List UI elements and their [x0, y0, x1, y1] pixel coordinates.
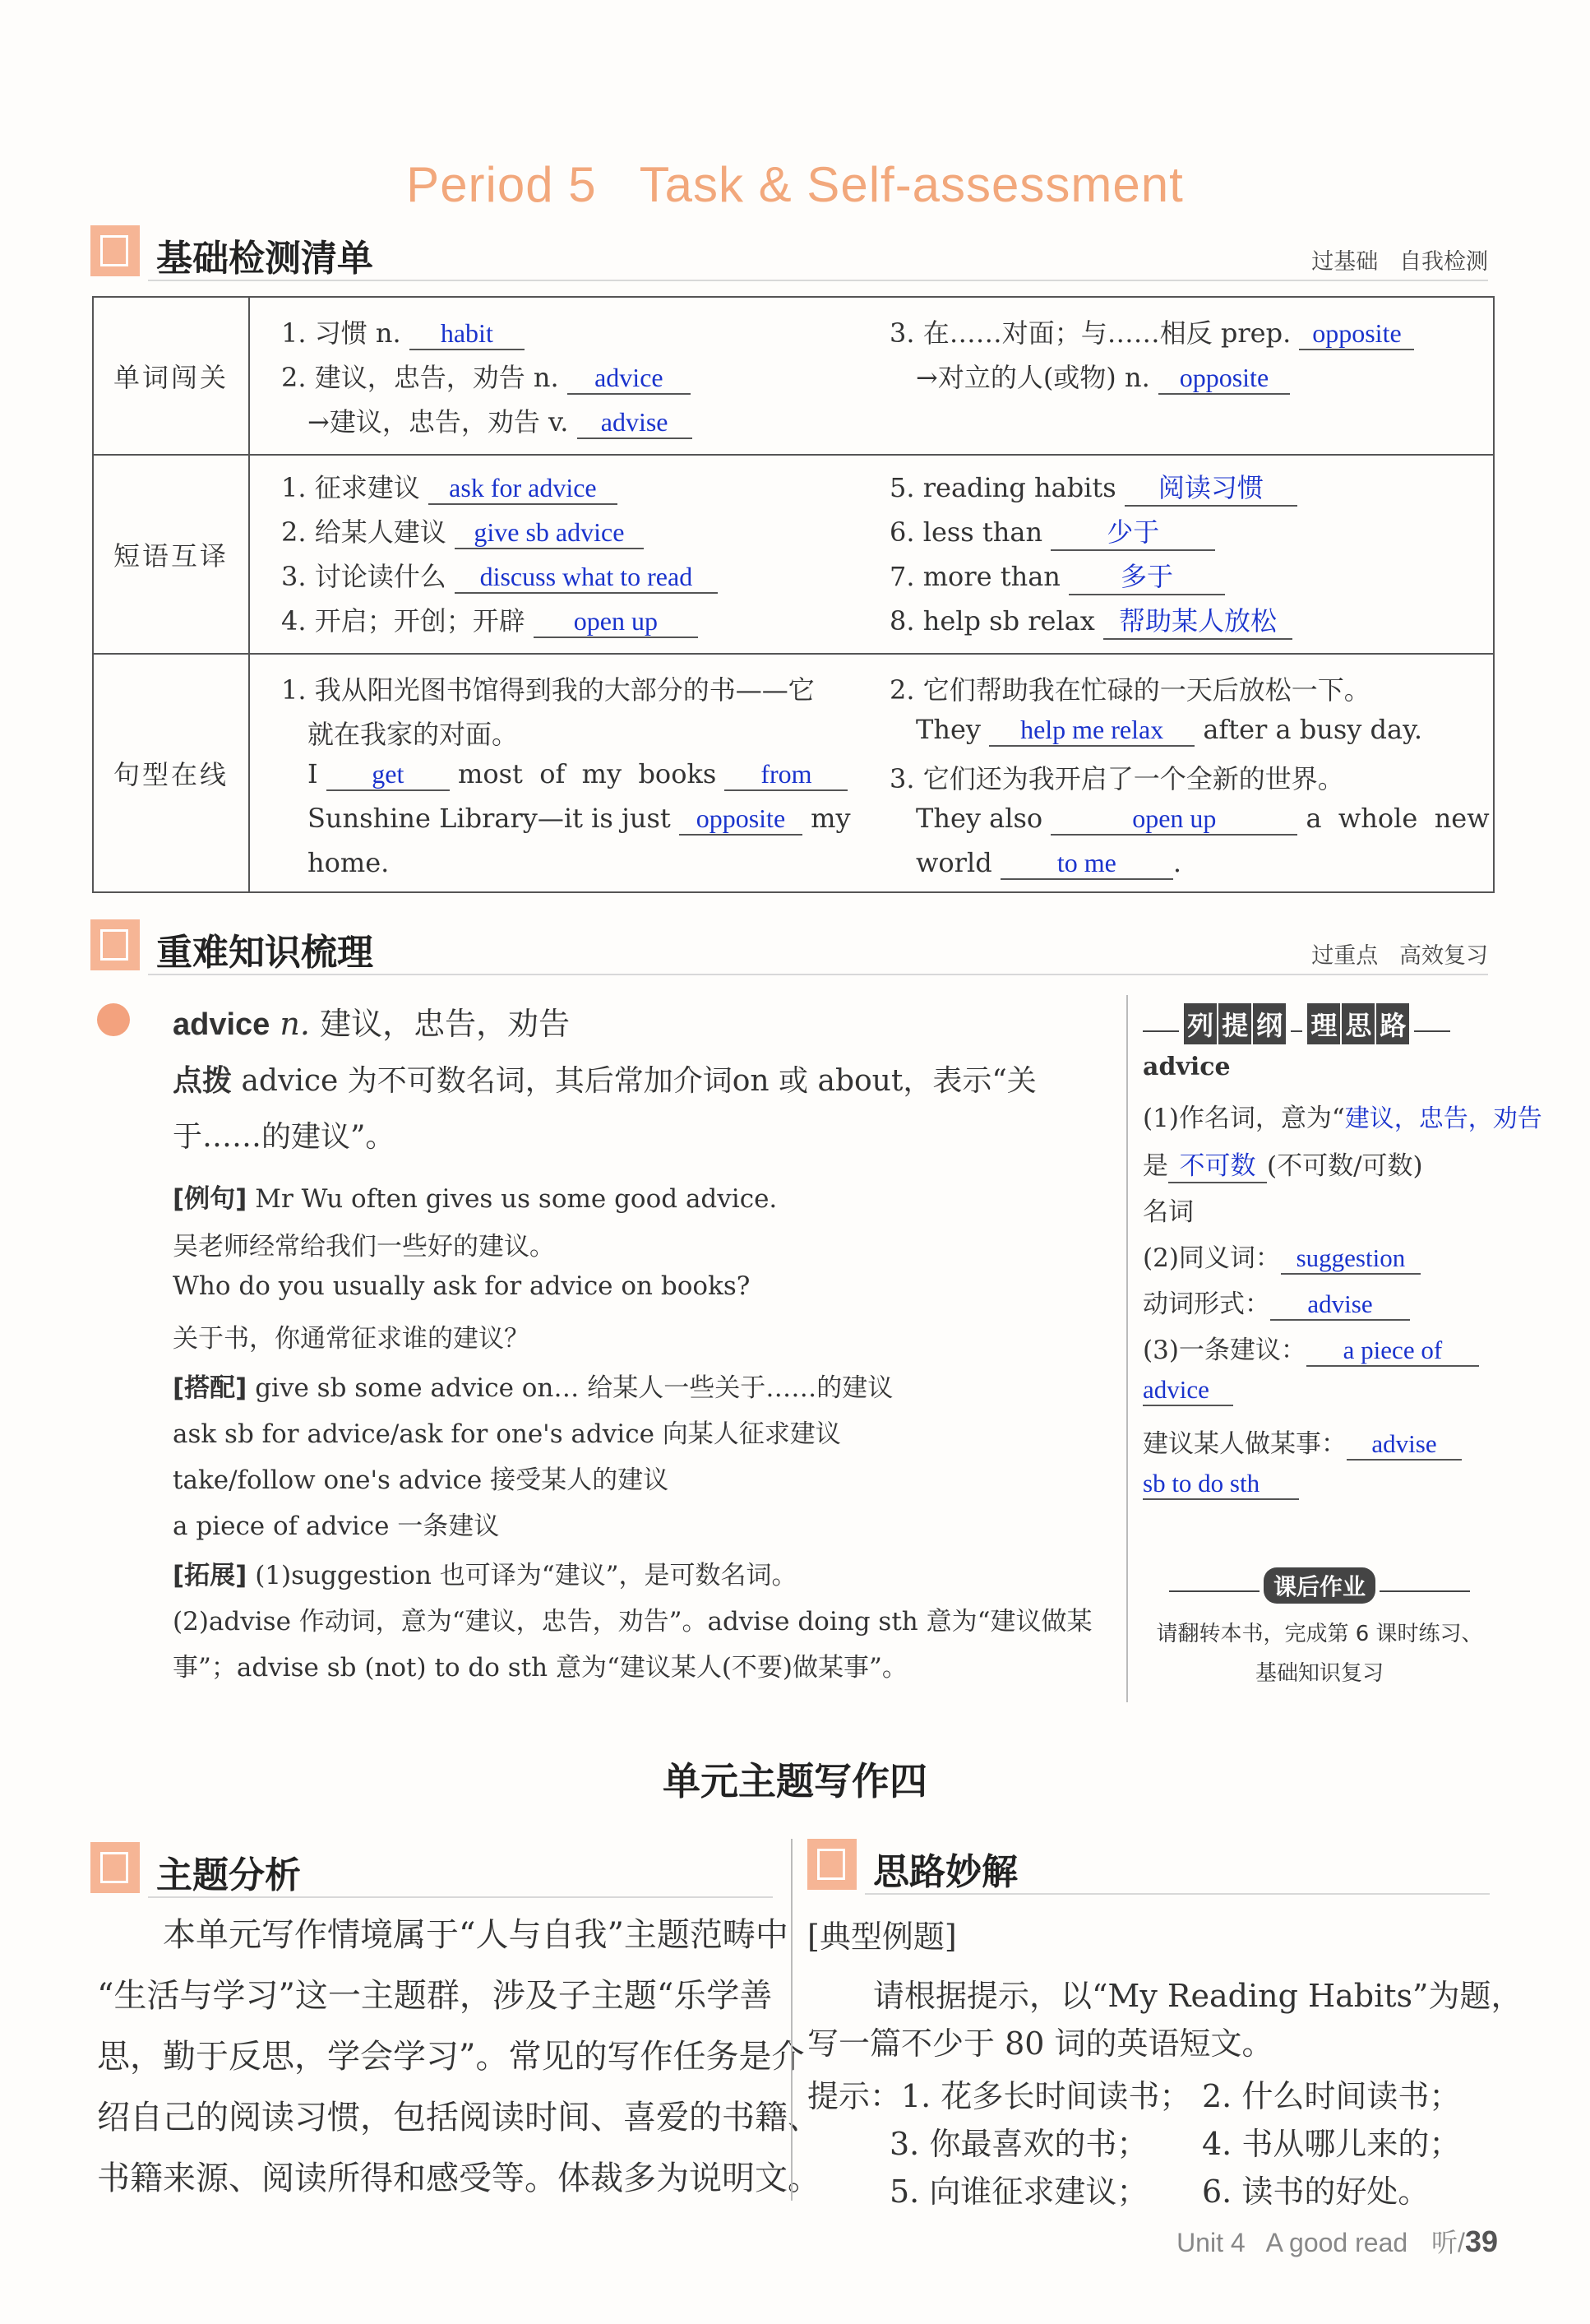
example-text: 吴老师经常给我们一些好的建议。: [173, 1232, 555, 1262]
section-icon: [807, 1839, 857, 1890]
answer: discuss what to read: [455, 562, 718, 594]
item-text: 2. 给某人建议: [281, 516, 446, 548]
answer: opposite: [679, 803, 802, 836]
answer: to me: [1001, 848, 1173, 880]
item-text: 5. reading habits: [890, 472, 1116, 503]
task-line: 请根据提示，以“My Reading Habits”为题，: [873, 1978, 1523, 2014]
knowledge-point: [90, 995, 1118, 1711]
outline-head: [1143, 1003, 1496, 1044]
tip-text: advice 为不可数名词，其后常加介词on 或 about，表示“关: [241, 1064, 1037, 1098]
answer: a piece of: [1306, 1336, 1479, 1367]
section-title: 主题分析: [156, 1854, 301, 1896]
outline-head-char: 理: [1307, 1003, 1340, 1044]
section-icon: [90, 1842, 140, 1893]
example-text: 关于书，你通常征求谁的建议？: [173, 1324, 529, 1354]
outline-head-char: 列: [1184, 1003, 1217, 1044]
answer: 建议，忠告，劝告: [1344, 1104, 1542, 1133]
row-sentence-patterns: [249, 654, 1494, 892]
answer: 多于: [1069, 556, 1225, 595]
section-title: 思路妙解: [873, 1851, 1018, 1893]
example-label: [例句]: [173, 1184, 247, 1214]
answer: advise: [1270, 1289, 1410, 1321]
paragraph-line: 本单元写作情境属于“人与自我”主题范畴中: [163, 1916, 788, 1954]
part-of-speech: n.: [280, 1006, 310, 1042]
answer: help me relax: [989, 715, 1195, 747]
item-text: →建议，忠告，劝告 v.: [307, 406, 569, 437]
answer: 阅读习惯: [1125, 467, 1297, 507]
collocation-label: [搭配]: [173, 1373, 247, 1403]
hint-item: 6. 读书的好处。: [1202, 2174, 1430, 2210]
row-word-challenge: [249, 297, 1494, 455]
item-text: 3. 它们还为我开启了一个全新的世界。: [890, 763, 1344, 794]
answer: give sb advice: [455, 517, 644, 549]
item-text: 3. 在……对面；与……相反 prep.: [890, 317, 1292, 349]
divider: [1414, 1030, 1450, 1032]
hint-item: 5. 向谁征求建议；: [890, 2174, 1149, 2210]
hint-item: 4. 书从哪儿来的；: [1202, 2126, 1461, 2162]
outline-text: 建议某人做某事：: [1143, 1429, 1347, 1459]
tip-text: 于……的建议”。: [173, 1120, 395, 1154]
bullet-dot: [97, 1003, 130, 1036]
footer-unit: Unit 4 A good read: [1176, 2228, 1408, 2257]
section-header-ideas: [807, 1834, 1490, 1901]
answer: habit: [409, 318, 525, 350]
extension-label: [拓展]: [173, 1561, 247, 1590]
answer: suggestion: [1281, 1243, 1421, 1275]
item-text: 7. more than: [890, 561, 1061, 592]
item-text: 1. 习惯 n.: [281, 317, 401, 349]
answer: from: [724, 759, 848, 791]
paragraph-line: 思，勤于反思，学会学习”。常见的写作任务是介: [97, 2038, 805, 2076]
hint-item: 2. 什么时间读书；: [1202, 2078, 1461, 2114]
answer: 少于: [1051, 512, 1215, 551]
keyword-meaning: 建议，忠告，劝告: [320, 1006, 571, 1042]
page-title: Period 5 Task & Self-assessment: [406, 157, 1184, 212]
item-text: most of my books: [457, 758, 717, 789]
outline-text: 动词形式：: [1143, 1289, 1270, 1319]
collocation-text: ask sb for advice/ask for one's advice 向某人征求建议: [173, 1419, 841, 1449]
answer: 帮助某人放松: [1103, 600, 1292, 640]
answer: get: [326, 759, 450, 791]
outline-box: [1143, 1003, 1542, 1711]
item-text: my: [811, 803, 851, 834]
basic-check-table: [92, 296, 1495, 893]
divider: [1143, 1030, 1179, 1032]
divider: [148, 280, 1488, 281]
footer-section: 听/: [1431, 2228, 1465, 2257]
answer: open up: [1051, 803, 1297, 836]
collocation-text: give sb some advice on… 给某人一些关于……的建议: [255, 1373, 894, 1403]
answer: sb to do sth: [1143, 1469, 1299, 1500]
item-text: Sunshine Library—it is just: [307, 803, 671, 834]
outline-head-char: 思: [1342, 1003, 1375, 1044]
collocation-text: take/follow one's advice 接受某人的建议: [173, 1465, 669, 1495]
item-text: home.: [307, 847, 390, 878]
theme-analysis-text: [97, 1905, 820, 2209]
paragraph-line: “生活与学习”这一主题群，涉及子主题“乐学善: [97, 1977, 773, 2015]
item-text: 2. 建议，忠告，劝告 n.: [281, 362, 559, 393]
section-title: 重难知识梳理: [156, 932, 373, 974]
item-text: →对立的人(或物) n.: [916, 362, 1150, 393]
divider: [148, 974, 1488, 975]
divider: [1169, 1590, 1260, 1592]
answer: 不可数: [1168, 1145, 1267, 1183]
item-text: 1. 征求建议: [281, 472, 420, 503]
task-text: [807, 1972, 1522, 2067]
item-text: 1. 我从阳光图书馆得到我的大部分的书——它: [281, 674, 815, 706]
row-label: 句型在线: [93, 654, 249, 892]
outline-text: (3)一条建议：: [1143, 1336, 1306, 1365]
keyword: advice: [173, 1007, 270, 1042]
outline-text: 名词: [1143, 1197, 1194, 1227]
section-subtitle: 过基础 自我检测: [1311, 249, 1488, 275]
divider: [1380, 1590, 1470, 1592]
column-divider: [1126, 995, 1128, 1702]
extension-text: (2)advise 作动词，意为“建议，忠告，劝告”。advise doing sth 意为“建议做某: [173, 1607, 1093, 1637]
answer: advice: [567, 363, 691, 395]
answer: opposite: [1158, 363, 1290, 395]
outline-text: 是: [1143, 1151, 1168, 1181]
outline-head-char: 路: [1376, 1003, 1409, 1044]
page-footer: [1176, 2222, 1498, 2260]
item-text: 3. 讨论读什么: [281, 561, 446, 592]
item-text: 8. help sb relax: [890, 605, 1095, 637]
collocation-text: a piece of advice 一条建议: [173, 1512, 500, 1541]
hint-item: 提示：1. 花多长时间读书；: [807, 2078, 1191, 2114]
item-text: a whole new: [1306, 803, 1490, 834]
answer: ask for advice: [428, 473, 617, 505]
section-icon: [90, 919, 140, 970]
outline-head-char: 提: [1218, 1003, 1251, 1044]
item-text: They: [916, 714, 981, 745]
extension-text: 事”；advise sb (not) to do sth 意为“建议某人(不要)做某事”。: [173, 1653, 908, 1683]
paragraph-line: 书籍来源、阅读所得和感受等。体裁多为说明文。: [97, 2160, 820, 2197]
row-phrase-translation: [249, 455, 1494, 654]
answer: advise: [1347, 1429, 1462, 1461]
paragraph-line: 绍自己的阅读习惯，包括阅读时间、喜爱的书籍、: [97, 2099, 820, 2137]
section-header-basic: [90, 220, 1488, 288]
section-header-key: [90, 914, 1488, 982]
example-text: Who do you usually ask for advice on books?: [173, 1271, 751, 1301]
item-text: 4. 开启；开创；开辟: [281, 605, 525, 637]
tip-label: 点拨: [173, 1064, 233, 1098]
example-label: [典型例题]: [807, 1919, 957, 1955]
outline-word: advice: [1143, 1053, 1231, 1081]
divider: [865, 1893, 1490, 1895]
column-divider: [791, 1839, 793, 2201]
outline-text: (不可数/可数): [1267, 1151, 1423, 1181]
task-line: 写一篇不少于 80 词的英语短文。: [807, 2025, 1273, 2062]
page-number: 39: [1464, 2224, 1498, 2258]
answer: open up: [534, 606, 698, 638]
section-header-theme: [90, 1837, 773, 1905]
extension-text: (1)suggestion 也可译为“建议”，是可数名词。: [255, 1561, 797, 1590]
item-text: 2. 它们帮助我在忙碌的一天后放松一下。: [890, 674, 1370, 706]
outline-head-char: 纲: [1253, 1003, 1286, 1044]
item-text: 就在我家的对面。: [307, 719, 519, 750]
outline-text: (2)同义词：: [1143, 1243, 1281, 1273]
divider: [148, 1896, 773, 1898]
unit-writing-title: 单元主题写作四: [663, 1759, 927, 1803]
item-text: .: [1172, 847, 1182, 878]
homework-head: [1143, 1567, 1496, 1604]
homework-text: 请翻转本书，完成第 6 课时练习、: [1156, 1622, 1483, 1646]
answer: opposite: [1299, 318, 1414, 350]
homework-title: 课后作业: [1264, 1567, 1375, 1604]
row-label: 短语互译: [93, 455, 249, 654]
example-text: Mr Wu often gives us some good advice.: [255, 1184, 778, 1214]
section-icon: [90, 225, 140, 276]
item-text: 6. less than: [890, 516, 1043, 548]
outline-text: (1)作名词，意为“: [1143, 1104, 1345, 1133]
divider: [1291, 1030, 1302, 1032]
item-text: after a busy day.: [1203, 714, 1423, 745]
row-label: 单词闯关: [93, 297, 249, 455]
item-text: world: [916, 847, 992, 878]
item-text: They also: [916, 803, 1043, 834]
homework-text: 基础知识复习: [1255, 1661, 1384, 1686]
section-subtitle: 过重点 高效复习: [1311, 943, 1488, 969]
answer: advice: [1143, 1375, 1233, 1406]
section-title: 基础检测清单: [156, 238, 373, 280]
answer: advise: [577, 407, 692, 439]
item-text: I: [307, 758, 318, 789]
hint-item: 3. 你最喜欢的书；: [890, 2126, 1149, 2162]
